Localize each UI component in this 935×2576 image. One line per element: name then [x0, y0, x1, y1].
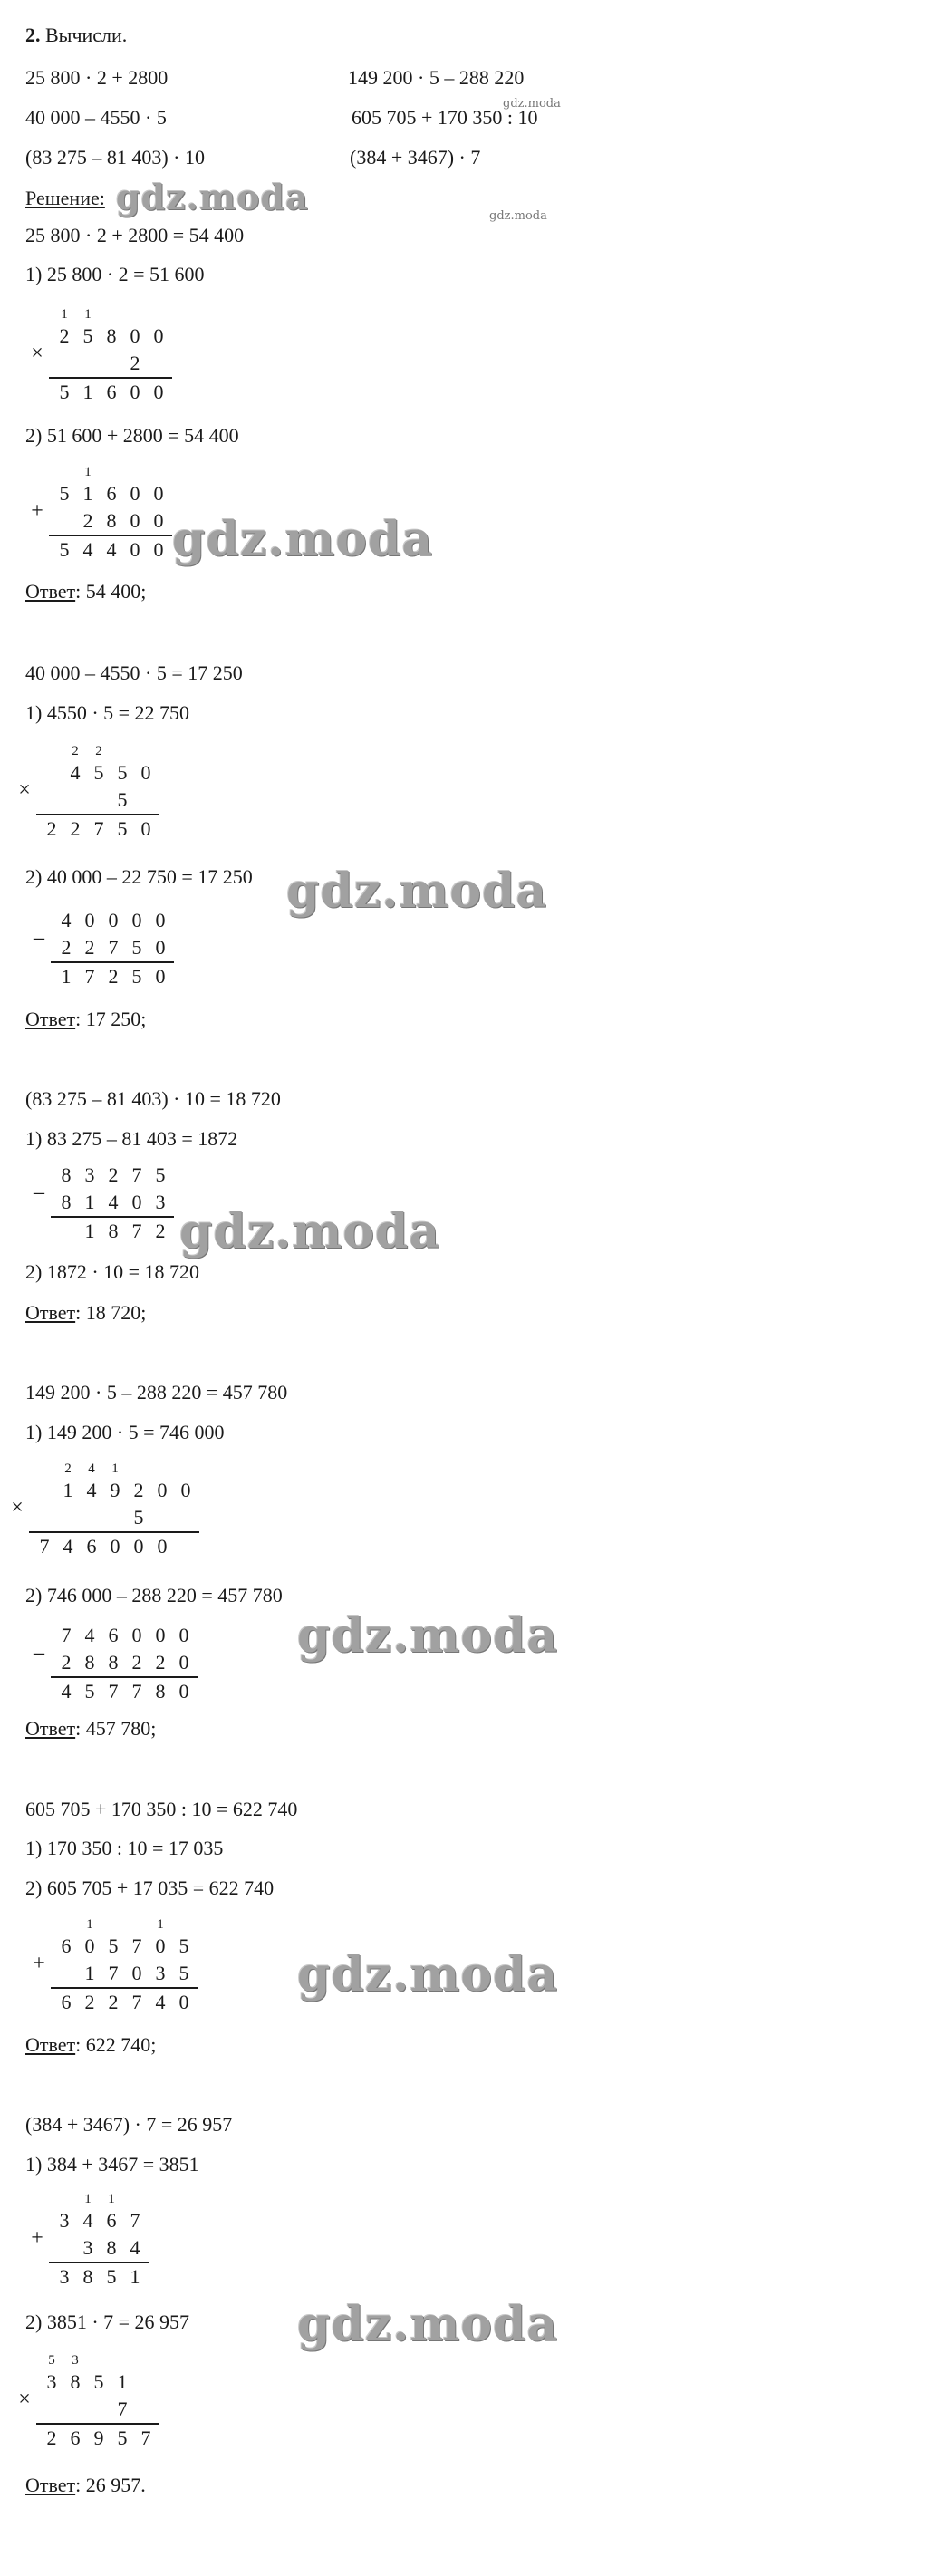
result-digit: 0: [178, 1991, 189, 2013]
digit: 0: [131, 909, 142, 931]
watermark: gdz.moda: [286, 863, 548, 919]
digit: 1: [82, 482, 93, 505]
solution-step: 2) 605 705 + 17 035 = 622 740: [25, 1877, 275, 1899]
column-line: [51, 961, 174, 963]
answer-value: : 17 250;: [75, 1008, 147, 1030]
watermark: gdz.moda: [116, 177, 309, 217]
digit: 3: [155, 1191, 166, 1213]
digit: 4: [70, 761, 81, 784]
carry-digit: 1: [84, 2192, 92, 2206]
task-expression: 25 800 · 2 + 2800: [25, 66, 169, 89]
digit: 6: [108, 1624, 119, 1646]
solution-step: 2) 1872 · 10 = 18 720: [25, 1260, 200, 1283]
solution-step: 1) 149 200 · 5 = 746 000: [25, 1421, 225, 1443]
column-line: [49, 2262, 149, 2263]
operator-sign: –: [34, 1181, 44, 1204]
digit: 5: [155, 1163, 166, 1186]
task-expression: 605 705 + 170 350 : 10: [352, 106, 538, 129]
digit: 5: [117, 788, 128, 811]
digit: 3: [46, 2370, 57, 2393]
carry-digit: 1: [111, 1462, 119, 1476]
task-number: 2.: [25, 24, 41, 46]
digit: 0: [108, 909, 119, 931]
digit: 9: [110, 1479, 120, 1501]
column-line: [36, 2423, 159, 2425]
solution-step: 1) 25 800 · 2 = 51 600: [25, 263, 205, 285]
digit: 5: [82, 324, 93, 347]
result-digit: 7: [140, 2426, 151, 2449]
digit: 7: [131, 1163, 142, 1186]
column-line: [51, 1216, 174, 1218]
answer-value: : 26 957.: [75, 2474, 146, 2496]
digit: 0: [180, 1479, 191, 1501]
digit: 7: [117, 2398, 128, 2420]
digit: 8: [61, 1163, 72, 1186]
carry-digit: 1: [84, 307, 92, 322]
answer-line: [25, 580, 146, 603]
digit: 3: [59, 2209, 70, 2232]
answer-line: [25, 1301, 146, 1325]
task-title: Вычисли.: [45, 24, 128, 46]
digit: 2: [131, 1651, 142, 1674]
digit: 8: [70, 2370, 81, 2393]
digit: 0: [153, 482, 164, 505]
result-digit: 5: [131, 965, 142, 988]
watermark: gdz.moda: [172, 512, 434, 567]
result-digit: 6: [106, 381, 117, 403]
part-expression: (384 + 3467) · 7 = 26 957: [25, 2113, 233, 2136]
answer-label: Ответ: [25, 2474, 76, 2496]
result-digit: 0: [130, 381, 140, 403]
digit: 2: [82, 509, 93, 532]
solution-step: 1) 384 + 3467 = 3851: [25, 2153, 199, 2176]
answer-label: Ответ: [25, 1008, 76, 1030]
watermark: gdz.moda: [297, 1608, 559, 1664]
watermark-small: gdz.moda: [489, 209, 547, 223]
watermark: gdz.moda: [297, 2297, 559, 2352]
digit: 6: [61, 1934, 72, 1957]
result-digit: 4: [155, 1991, 166, 2013]
task-expression: (384 + 3467) · 7: [350, 146, 481, 169]
task-expression: (83 275 – 81 403) · 10: [25, 146, 205, 169]
result-digit: 6: [70, 2426, 81, 2449]
result-digit: 7: [131, 1991, 142, 2013]
digit: 0: [157, 1479, 168, 1501]
digit: 2: [61, 936, 72, 959]
digit: 0: [155, 936, 166, 959]
digit: 1: [63, 1479, 73, 1501]
result-digit: 5: [59, 538, 70, 561]
result-digit: 2: [155, 1220, 166, 1242]
task-expression: 149 200 · 5 – 288 220: [348, 66, 525, 89]
answer-label: Ответ: [25, 1717, 76, 1740]
task-header: [25, 24, 127, 47]
column-line: [36, 814, 159, 815]
digit: 4: [108, 1191, 119, 1213]
answer-label: Ответ: [25, 580, 76, 603]
solution-step: 2) 40 000 – 22 750 = 17 250: [25, 865, 253, 888]
digit: 2: [155, 1651, 166, 1674]
result-digit: 5: [59, 381, 70, 403]
result-digit: 0: [133, 1535, 144, 1558]
operator-sign: +: [33, 1952, 45, 1975]
digit: 3: [82, 2236, 93, 2259]
digit: 4: [61, 909, 72, 931]
answer-line: [25, 1717, 156, 1741]
result-digit: 0: [157, 1535, 168, 1558]
watermark-small: gdz.moda: [503, 97, 561, 111]
digit: 7: [108, 936, 119, 959]
result-digit: 1: [84, 1220, 95, 1242]
operator-sign: +: [31, 2226, 43, 2250]
result-digit: 4: [106, 538, 117, 561]
digit: 0: [131, 1962, 142, 1984]
result-digit: 2: [46, 817, 57, 840]
digit: 7: [130, 2209, 140, 2232]
result-digit: 9: [93, 2426, 104, 2449]
result-digit: 2: [46, 2426, 57, 2449]
result-digit: 7: [93, 817, 104, 840]
part-expression: 605 705 + 170 350 : 10 = 622 740: [25, 1798, 298, 1820]
result-digit: 6: [86, 1535, 97, 1558]
digit: 5: [93, 2370, 104, 2393]
digit: 5: [59, 482, 70, 505]
column-line: [51, 1987, 198, 1989]
result-digit: 4: [63, 1535, 73, 1558]
digit: 0: [155, 1934, 166, 1957]
part-expression: 25 800 · 2 + 2800 = 54 400: [25, 224, 245, 246]
solution-step: 1) 170 350 : 10 = 17 035: [25, 1837, 224, 1859]
result-digit: 0: [178, 1680, 189, 1703]
operator-sign: ×: [18, 778, 31, 802]
digit: 0: [140, 761, 151, 784]
answer-label: Ответ: [25, 1301, 76, 1324]
carry-digit: 1: [84, 465, 92, 479]
carry-digit: 3: [72, 2353, 79, 2368]
digit: 0: [130, 482, 140, 505]
result-digit: 2: [84, 1991, 95, 2013]
result-digit: 5: [117, 817, 128, 840]
part-expression: (83 275 – 81 403) · 10 = 18 720: [25, 1087, 281, 1110]
operator-sign: ×: [11, 1496, 24, 1520]
solution-label: Решение:: [25, 187, 105, 209]
result-digit: 1: [61, 965, 72, 988]
result-digit: 7: [84, 965, 95, 988]
result-digit: 2: [70, 817, 81, 840]
digit: 4: [130, 2236, 140, 2259]
carry-digit: 1: [61, 307, 68, 322]
answer-line: [25, 1008, 146, 1031]
digit: 2: [108, 1163, 119, 1186]
digit: 0: [84, 909, 95, 931]
answer-value: : 622 740;: [75, 2033, 157, 2056]
digit: 0: [130, 509, 140, 532]
digit: 8: [61, 1191, 72, 1213]
digit: 1: [84, 1962, 95, 1984]
answer-value: : 457 780;: [75, 1717, 157, 1740]
task-expression: 40 000 – 4550 · 5: [25, 106, 167, 129]
result-digit: 2: [108, 1991, 119, 2013]
answer-label: Ответ: [25, 2033, 76, 2056]
digit: 2: [61, 1651, 72, 1674]
operator-sign: ×: [18, 2388, 31, 2411]
result-digit: 8: [108, 1220, 119, 1242]
digit: 2: [130, 352, 140, 374]
carry-digit: 2: [64, 1462, 72, 1476]
result-digit: 4: [82, 538, 93, 561]
digit: 5: [117, 761, 128, 784]
digit: 8: [106, 2236, 117, 2259]
column-line: [49, 377, 172, 379]
watermark: gdz.moda: [179, 1204, 441, 1259]
digit: 2: [84, 936, 95, 959]
digit: 5: [178, 1962, 189, 1984]
operator-sign: –: [34, 1641, 44, 1664]
digit: 6: [106, 482, 117, 505]
digit: 0: [155, 1624, 166, 1646]
digit: 2: [59, 324, 70, 347]
digit: 5: [108, 1934, 119, 1957]
result-digit: 0: [140, 817, 151, 840]
column-line: [51, 1676, 198, 1678]
result-digit: 7: [131, 1680, 142, 1703]
result-digit: 5: [84, 1680, 95, 1703]
result-digit: 8: [82, 2265, 93, 2288]
result-digit: 3: [59, 2265, 70, 2288]
digit: 0: [178, 1624, 189, 1646]
digit: 3: [84, 1163, 95, 1186]
carry-digit: 2: [95, 744, 102, 758]
answer-line: [25, 2033, 156, 2057]
result-digit: 7: [131, 1220, 142, 1242]
result-digit: 1: [130, 2265, 140, 2288]
digit: 3: [155, 1962, 166, 1984]
digit: 7: [108, 1962, 119, 1984]
digit: 4: [82, 2209, 93, 2232]
digit: 4: [84, 1624, 95, 1646]
carry-digit: 1: [108, 2192, 115, 2206]
carry-digit: 1: [86, 1917, 93, 1932]
result-digit: 0: [153, 381, 164, 403]
digit: 2: [133, 1479, 144, 1501]
digit: 8: [106, 509, 117, 532]
digit: 1: [84, 1191, 95, 1213]
digit: 6: [106, 2209, 117, 2232]
digit: 5: [133, 1506, 144, 1529]
digit: 0: [84, 1934, 95, 1957]
digit: 7: [61, 1624, 72, 1646]
watermark: gdz.moda: [297, 1947, 559, 2002]
column-line: [49, 535, 172, 536]
digit: 0: [153, 324, 164, 347]
result-digit: 0: [155, 965, 166, 988]
carry-digit: 2: [72, 744, 79, 758]
digit: 7: [131, 1934, 142, 1957]
result-digit: 0: [130, 538, 140, 561]
answer-value: : 18 720;: [75, 1301, 147, 1324]
solution-step: 1) 83 275 – 81 403 = 1872: [25, 1127, 238, 1150]
digit: 5: [178, 1934, 189, 1957]
answer-value: : 54 400;: [75, 580, 147, 603]
column-line: [29, 1531, 199, 1533]
digit: 0: [130, 324, 140, 347]
carry-digit: 5: [48, 2353, 55, 2368]
digit: 8: [106, 324, 117, 347]
result-digit: 0: [110, 1535, 120, 1558]
result-digit: 2: [108, 965, 119, 988]
solution-step: 1) 4550 · 5 = 22 750: [25, 701, 190, 724]
solution-step: 2) 746 000 – 288 220 = 457 780: [25, 1584, 283, 1606]
part-expression: 40 000 – 4550 · 5 = 17 250: [25, 661, 243, 684]
operator-sign: +: [31, 499, 43, 523]
result-digit: 8: [155, 1680, 166, 1703]
digit: 5: [131, 936, 142, 959]
result-digit: 4: [61, 1680, 72, 1703]
result-digit: 1: [82, 381, 93, 403]
operator-sign: –: [34, 926, 44, 950]
answer-line: [25, 2474, 146, 2497]
result-digit: 6: [61, 1991, 72, 2013]
digit: 8: [84, 1651, 95, 1674]
solution-step: 2) 51 600 + 2800 = 54 400: [25, 424, 239, 447]
result-digit: 0: [153, 538, 164, 561]
solution-step: 2) 3851 · 7 = 26 957: [25, 2311, 190, 2333]
digit: 0: [153, 509, 164, 532]
result-digit: 7: [108, 1680, 119, 1703]
part-expression: 149 200 · 5 – 288 220 = 457 780: [25, 1381, 288, 1404]
carry-digit: 1: [157, 1917, 164, 1932]
digit: 0: [131, 1624, 142, 1646]
digit: 5: [93, 761, 104, 784]
carry-digit: 4: [88, 1462, 95, 1476]
result-digit: 7: [39, 1535, 50, 1558]
digit: 0: [178, 1651, 189, 1674]
digit: 8: [108, 1651, 119, 1674]
digit: 4: [86, 1479, 97, 1501]
operator-sign: ×: [31, 342, 43, 365]
result-digit: 5: [117, 2426, 128, 2449]
digit: 1: [117, 2370, 128, 2393]
digit: 0: [155, 909, 166, 931]
result-digit: 5: [106, 2265, 117, 2288]
digit: 0: [131, 1191, 142, 1213]
